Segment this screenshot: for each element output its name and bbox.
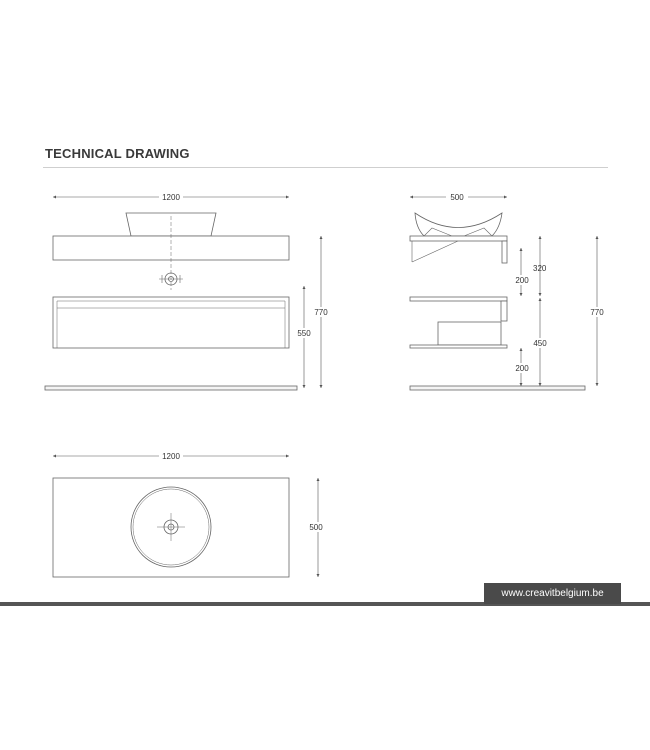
front-width-label: 1200 xyxy=(162,193,180,202)
side-floor xyxy=(410,386,585,390)
front-cabinet xyxy=(53,297,289,348)
side-view xyxy=(410,197,597,390)
front-view xyxy=(45,197,321,390)
side-200-top-label: 200 xyxy=(515,276,529,285)
top-width-label: 1200 xyxy=(162,452,180,461)
top-view xyxy=(53,456,318,577)
front-cabinet-height-label: 550 xyxy=(297,329,311,338)
side-cabinet-back xyxy=(501,301,507,321)
side-width-label: 500 xyxy=(450,193,464,202)
side-height-label: 770 xyxy=(590,308,604,317)
side-bracket xyxy=(412,241,458,262)
side-drawer xyxy=(438,322,501,345)
side-cabinet-top xyxy=(410,297,507,301)
page-title: TECHNICAL DRAWING xyxy=(45,146,190,161)
side-back-panel xyxy=(502,241,507,263)
front-floor xyxy=(45,386,297,390)
side-450-label: 450 xyxy=(533,339,547,348)
website-link[interactable]: www.creavitbelgium.be xyxy=(484,583,621,604)
side-countertop xyxy=(410,236,507,241)
top-depth-label: 500 xyxy=(309,523,323,532)
front-height-label: 770 xyxy=(314,308,328,317)
side-200-bottom-label: 200 xyxy=(515,364,529,373)
side-cabinet-bottom xyxy=(410,345,507,348)
side-320-label: 320 xyxy=(533,264,547,273)
